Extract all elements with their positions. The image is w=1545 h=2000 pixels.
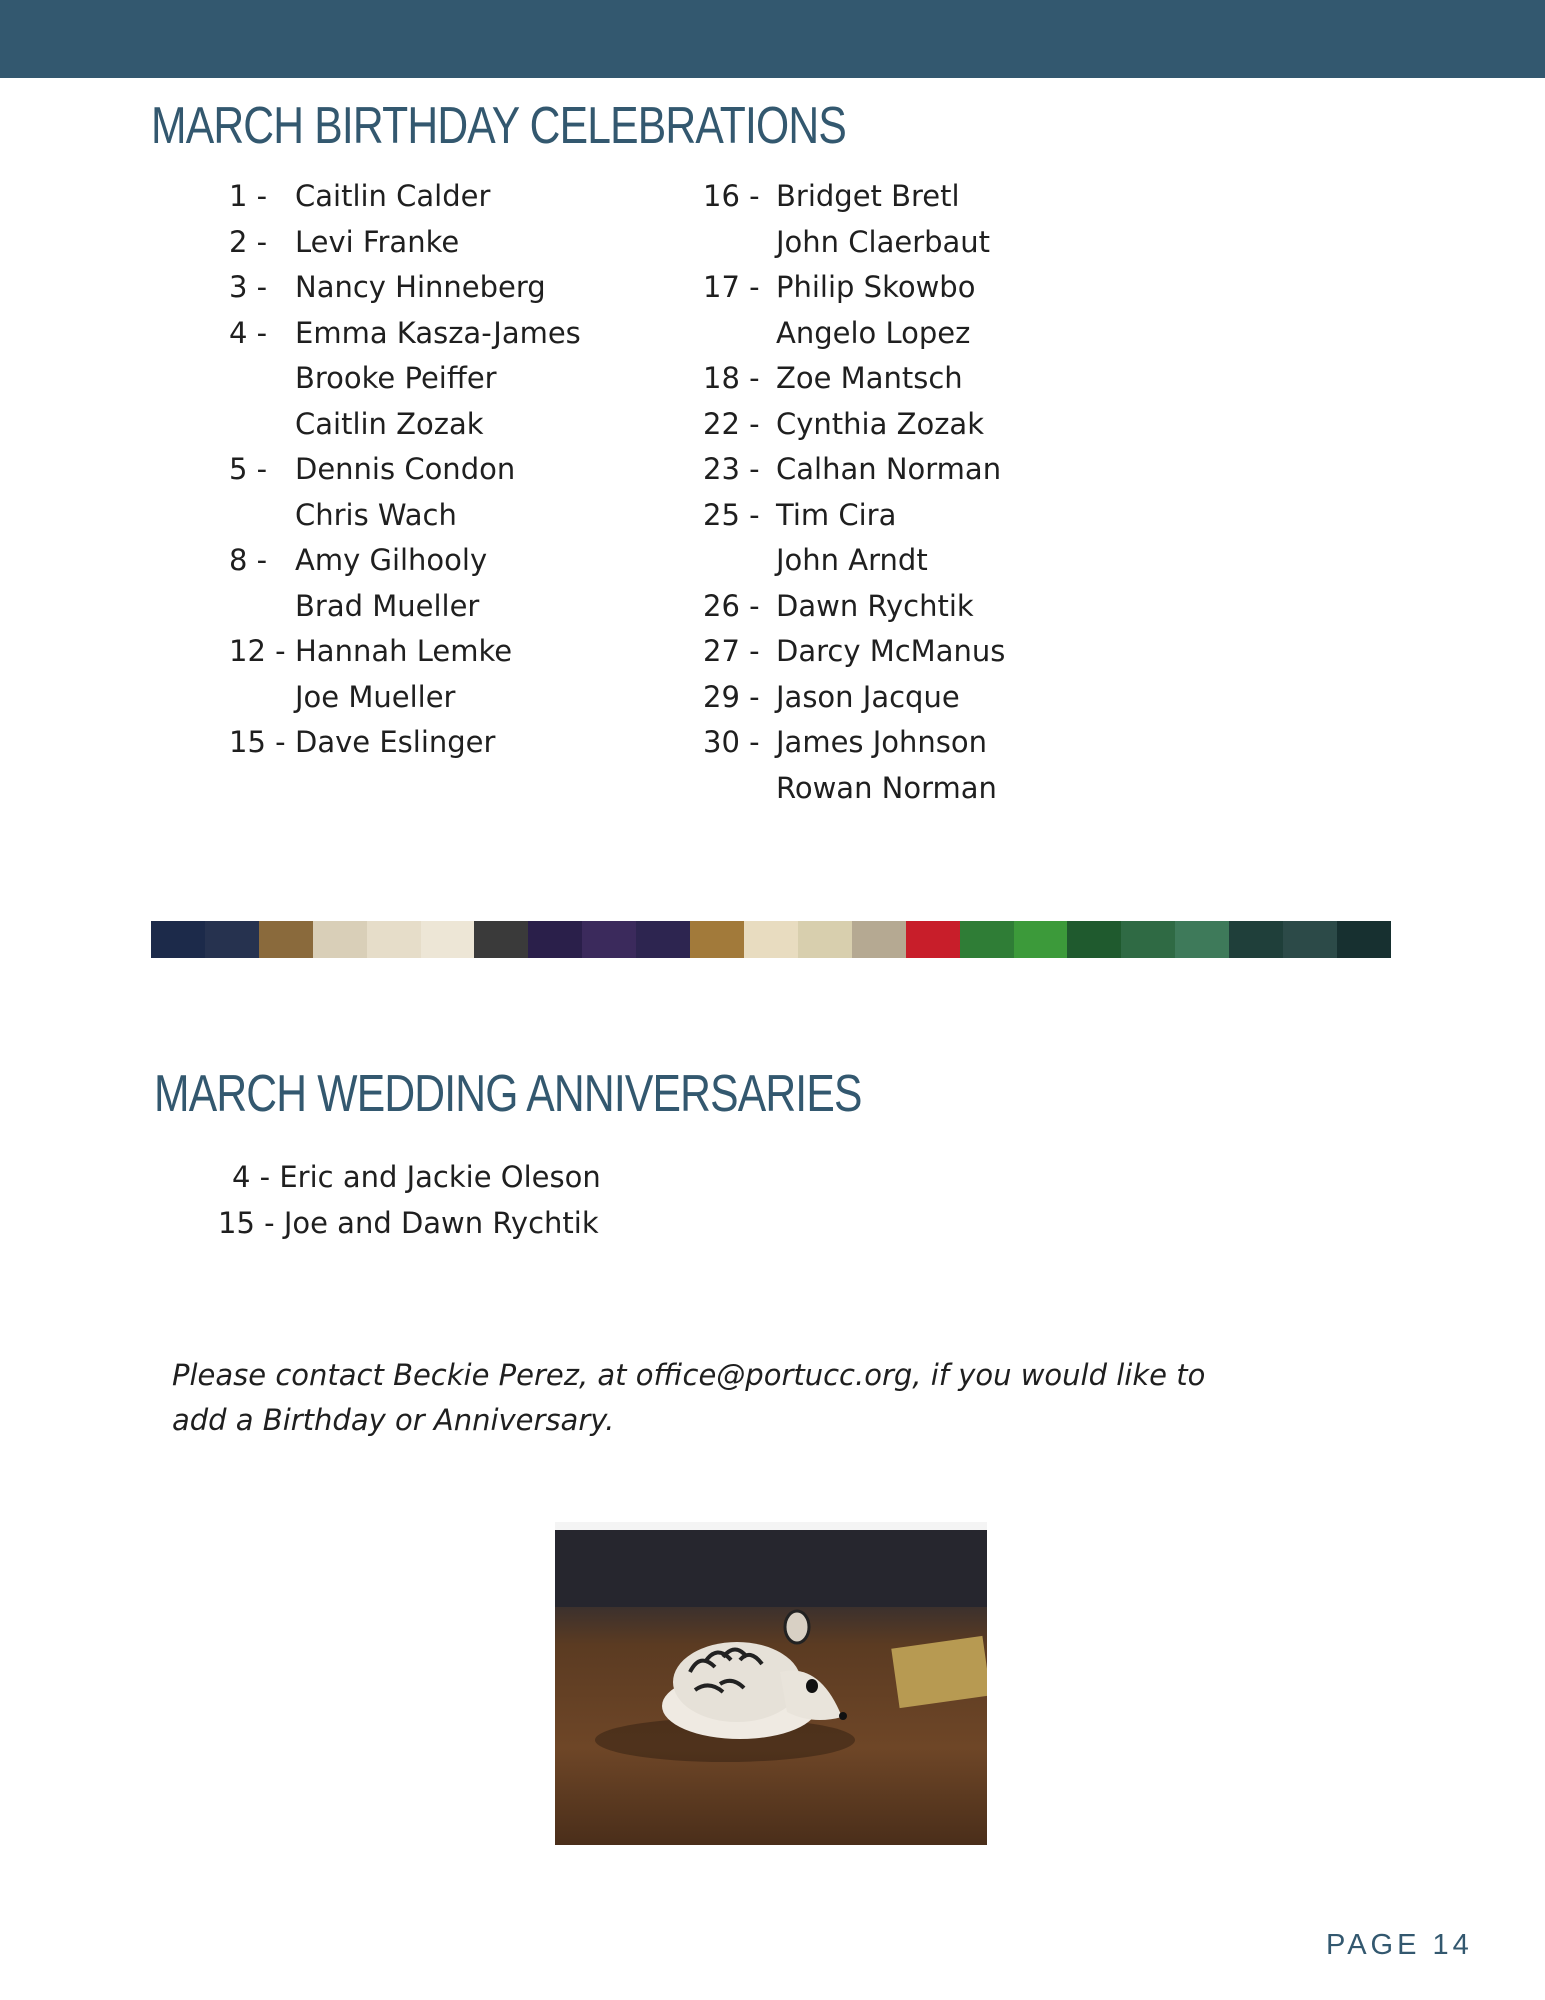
birthday-entry xyxy=(703,174,1005,265)
birthday-entry xyxy=(703,493,1005,584)
mouse-figurine-illustration xyxy=(555,1522,987,1845)
birthday-entry xyxy=(703,584,1005,630)
birthday-name: Jason Jacque xyxy=(776,679,960,714)
birthday-names xyxy=(776,356,963,402)
birthday-entry xyxy=(703,447,1005,493)
birthday-day: 2 - xyxy=(229,224,268,259)
birthday-names xyxy=(295,220,459,266)
birthday-day: 30 - xyxy=(703,725,760,759)
strip-segment xyxy=(852,921,906,958)
birthday-name: John Claerbaut xyxy=(776,224,991,259)
birthday-name: Bridget Bretl xyxy=(776,179,960,213)
birthday-day: 5 - xyxy=(229,452,268,486)
header-bar xyxy=(0,0,1545,78)
page-number: PAGE 14 xyxy=(1326,1929,1473,1961)
strip-segment xyxy=(582,921,636,958)
birthday-entry xyxy=(229,447,581,538)
birthdays-title: MARCH BIRTHDAY CELEBRATIONS xyxy=(151,97,846,155)
anniversary-list xyxy=(218,1154,601,1246)
birthday-entry xyxy=(229,265,581,311)
birthday-names xyxy=(776,584,974,630)
birthday-name: Darcy McManus xyxy=(776,634,1006,668)
anniversary-names: Joe and Dawn Rychtik xyxy=(283,1206,599,1240)
birthday-day: 8 - xyxy=(229,543,268,577)
birthday-name: Amy Gilhooly xyxy=(295,543,488,577)
strip-segment xyxy=(744,921,798,958)
strip-segment xyxy=(1067,921,1121,958)
birthday-column-left xyxy=(229,174,581,766)
strip-segment xyxy=(906,921,960,958)
birthday-day: 17 - xyxy=(703,270,760,304)
birthday-name: Chris Wach xyxy=(295,497,457,532)
anniversary-day: 15 - xyxy=(218,1206,275,1240)
birthday-entry xyxy=(229,538,581,629)
birthday-name: John Arndt xyxy=(776,543,928,577)
birthday-day: 27 - xyxy=(703,634,760,668)
birthday-column-right xyxy=(703,174,1005,811)
birthday-name: Cynthia Zozak xyxy=(776,406,984,441)
strip-segment xyxy=(1121,921,1175,958)
birthday-day: 23 - xyxy=(703,452,760,486)
strip-segment xyxy=(1014,921,1068,958)
birthday-name: Nancy Hinneberg xyxy=(295,270,546,304)
birthday-names xyxy=(295,311,581,448)
birthday-names xyxy=(776,402,984,448)
birthday-name: Caitlin Calder xyxy=(295,179,491,213)
birthday-name: Angelo Lopez xyxy=(776,315,971,350)
birthday-entry xyxy=(229,629,581,720)
birthday-day: 12 - xyxy=(229,634,286,668)
strip-segment xyxy=(690,921,744,958)
strip-segment xyxy=(421,921,475,958)
birthday-day: 1 - xyxy=(229,179,268,213)
strip-segment xyxy=(798,921,852,958)
birthday-day: 26 - xyxy=(703,588,760,623)
birthday-names xyxy=(295,629,512,720)
birthday-name: Dawn Rychtik xyxy=(776,588,974,623)
birthday-day: 18 - xyxy=(703,361,760,395)
birthday-name: Philip Skowbo xyxy=(776,270,976,304)
strip-segment xyxy=(259,921,313,958)
birthday-name: Dennis Condon xyxy=(295,452,516,486)
strip-segment xyxy=(367,921,421,958)
birthday-name: Zoe Mantsch xyxy=(776,361,963,395)
birthday-names xyxy=(776,493,928,584)
strip-segment xyxy=(636,921,690,958)
strip-segment xyxy=(474,921,528,958)
mouse-figurine-photo xyxy=(555,1522,987,1845)
birthday-day: 29 - xyxy=(703,679,760,714)
birthday-names xyxy=(776,629,1005,675)
birthday-entry xyxy=(229,220,581,266)
strip-segment xyxy=(313,921,367,958)
birthday-day: 4 - xyxy=(229,315,268,350)
birthday-names xyxy=(295,538,487,629)
anniversary-entry xyxy=(218,1200,601,1246)
birthday-name: Brooke Peiffer xyxy=(295,361,497,395)
birthday-name: Hannah Lemke xyxy=(295,634,513,668)
birthday-names xyxy=(776,265,975,356)
birthday-entry xyxy=(703,265,1005,356)
birthday-day: 15 - xyxy=(229,725,286,759)
strip-segment xyxy=(528,921,582,958)
birthday-names xyxy=(776,447,1001,493)
strip-segment xyxy=(1337,921,1391,958)
birthday-entry xyxy=(229,311,581,448)
birthday-entry xyxy=(703,629,1005,675)
anniversaries-title: MARCH WEDDING ANNIVERSARIES xyxy=(154,1065,862,1123)
birthday-name: Dave Eslinger xyxy=(295,725,496,759)
birthday-name: Caitlin Zozak xyxy=(295,406,484,441)
strip-segment xyxy=(151,921,205,958)
birthday-name: Tim Cira xyxy=(776,497,897,532)
birthday-entry xyxy=(229,720,581,766)
birthday-day: 3 - xyxy=(229,270,268,304)
birthday-day: 16 - xyxy=(703,179,760,213)
birthday-names xyxy=(295,265,546,311)
birthday-names xyxy=(295,720,495,766)
birthday-name: Brad Mueller xyxy=(295,588,480,623)
decorative-color-strip xyxy=(151,921,1391,958)
anniversary-day: 4 - xyxy=(232,1160,271,1194)
anniversary-entry xyxy=(218,1154,601,1200)
birthday-day: 22 - xyxy=(703,406,760,441)
strip-segment xyxy=(1283,921,1337,958)
birthday-names xyxy=(295,447,515,538)
strip-segment xyxy=(960,921,1014,958)
birthday-names xyxy=(776,174,990,265)
birthday-entry xyxy=(703,402,1005,448)
birthday-name: Calhan Norman xyxy=(776,452,1002,486)
birthday-entry xyxy=(229,174,581,220)
strip-segment xyxy=(1175,921,1229,958)
strip-segment xyxy=(205,921,259,958)
birthday-names xyxy=(295,174,490,220)
birthday-entry xyxy=(703,720,1005,811)
strip-segment xyxy=(1229,921,1283,958)
birthday-day: 25 - xyxy=(703,497,760,532)
birthday-names xyxy=(776,675,960,721)
anniversary-names: Eric and Jackie Oleson xyxy=(279,1160,601,1194)
birthday-entry xyxy=(703,356,1005,402)
contact-note: Please contact Beckie Perez, at office@portucc.org, if you would like to add a Birthday or Anniversary. xyxy=(172,1358,1206,1437)
birthday-name: Joe Mueller xyxy=(295,679,456,714)
birthday-entry xyxy=(703,675,1005,721)
birthday-name: Emma Kasza-James xyxy=(295,315,581,350)
birthday-names xyxy=(776,720,997,811)
birthday-name: Levi Franke xyxy=(295,224,460,259)
birthday-name: James Johnson xyxy=(776,725,988,759)
birthday-name: Rowan Norman xyxy=(776,770,997,805)
